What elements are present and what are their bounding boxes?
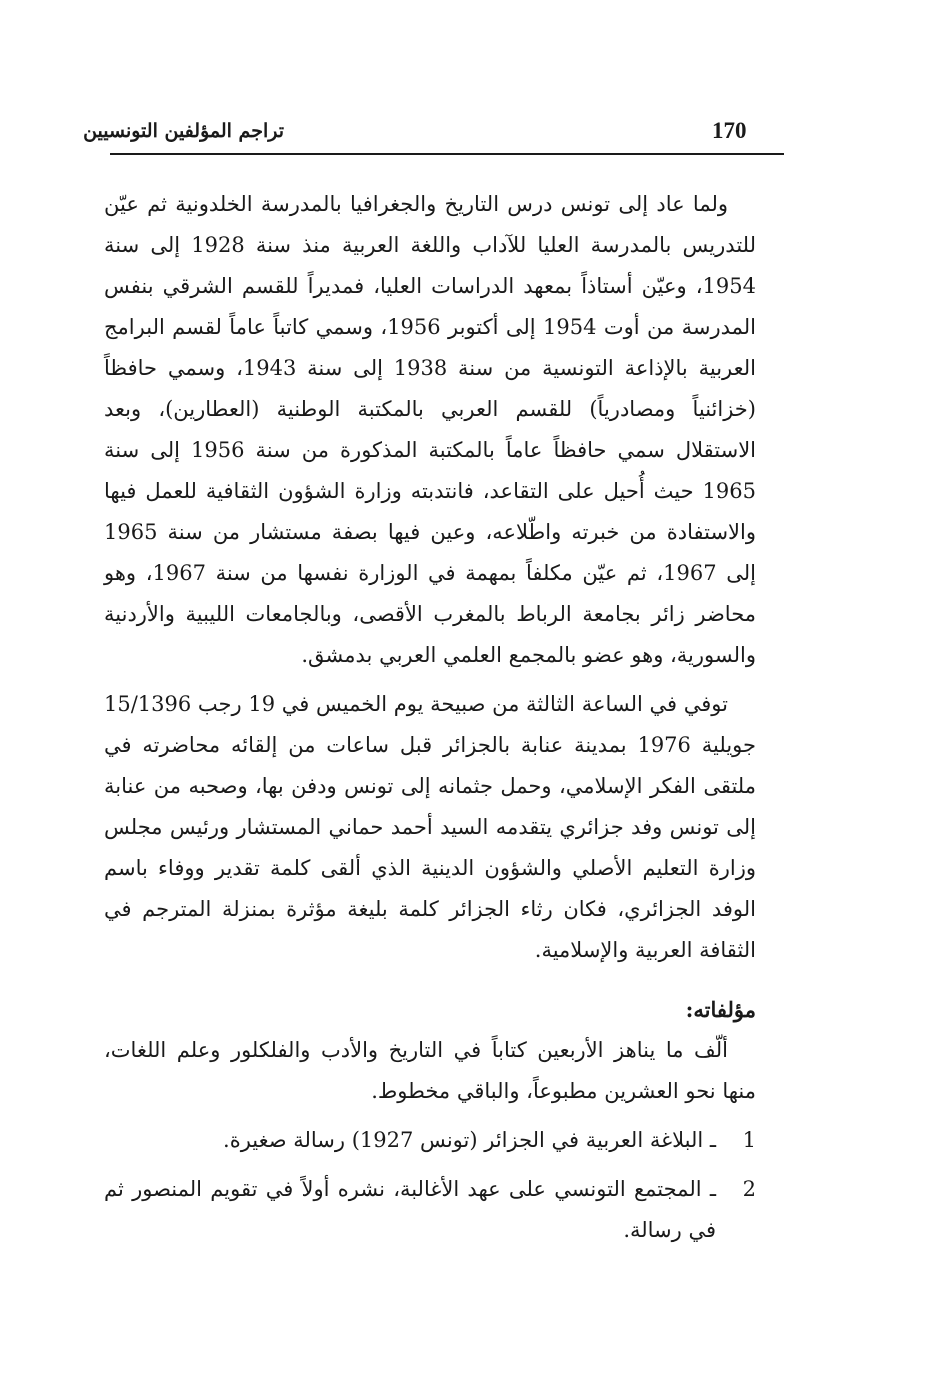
list-item <box>104 1120 756 1161</box>
list-item-text: ـ المجتمع التونسي على عهد الأغالبة، نشره أولاً في تقويم المنصور ثم في رسالة. <box>104 1177 716 1242</box>
header-rule <box>110 153 784 155</box>
running-header <box>83 118 784 154</box>
page-number: 170 <box>712 118 747 143</box>
paragraph-death: توفي في الساعة الثالثة من صبيحة يوم الخميس في 19 رجب 15/1396 جويلية 1976 بمدينة عنابة بالجزائر قبل ساعات من إلقائه محاضرته في ملتقى الفكر الإسلامي، وحمل جثمانه إلى تونس ودفن بها، وصحبه من عنابة إلى تونس وفد جزائري يتقدمه السيد أحمد حماني المستشار ورئيس مجلس وزارة التعليم الأصلي والشؤون الدينية الذي ألقى كلمة تقدير ووفاء باسم الوفد الجزائري، فكان رثاء الجزائر كلمة بليغة مؤثرة بمنزلة المترجم في الثقافة العربية والإسلامية. <box>104 692 756 962</box>
running-header-title: تراجم المؤلفين التونسيين <box>83 120 284 142</box>
list-item-number: 1 <box>742 1128 756 1152</box>
list-item <box>104 1169 756 1251</box>
paragraph-career: ولما عاد إلى تونس درس التاريخ والجغرافيا بالمدرسة الخلدونية ثم عيّن للتدريس بالمدرسة العليا للآداب واللغة العربية منذ سنة 1928 إلى سنة 1954، وعيّن أستاذاً بمعهد الدراسات العليا، فمديراً للقسم الشرقي بنفس المدرسة من أوت 1954 إلى أكتوبر 1956، وسمي كاتباً عاماً لقسم البرامج العربية بالإذاعة التونسية من سنة 1938 إلى سنة 1943، وسمي حافظاً (خزائنياً ومصادرياً) للقسم العربي بالمكتبة الوطنية (العطارين)، وبعد الاستقلال سمي حافظاً عاماً بالمكتبة المذكورة من سنة 1956 إلى سنة 1965 حيث أُحيل على التقاعد، فانتدبته وزارة الشؤون الثقافية للعمل فيها والاستفادة من خبرته واطّلاعه، وعين فيها بصفة مستشار من سنة 1965 إلى 1967، ثم عيّن مكلفاً بمهمة في الوزارة نفسها من سنة 1967، وهو محاضر زائر بجامعة الرباط بالمغرب الأقصى، وبالجامعات الليبية والأردنية والسورية، وهو عضو بالمجمع العلمي العربي بدمشق. <box>104 192 757 667</box>
works-list <box>104 1120 756 1251</box>
list-item-number: 2 <box>742 1177 756 1201</box>
list-item-text: ـ البلاغة العربية في الجزائر (تونس 1927) رسالة صغيرة. <box>223 1128 716 1152</box>
body-text <box>104 184 756 1251</box>
works-intro: ألّف ما يناهز الأربعين كتاباً في التاريخ والأدب والفلكلور وعلم اللغات، منها نحو العشرين مطبوعاً، والباقي مخطوط. <box>104 1038 756 1103</box>
works-heading: مؤلفاته: <box>685 997 756 1022</box>
